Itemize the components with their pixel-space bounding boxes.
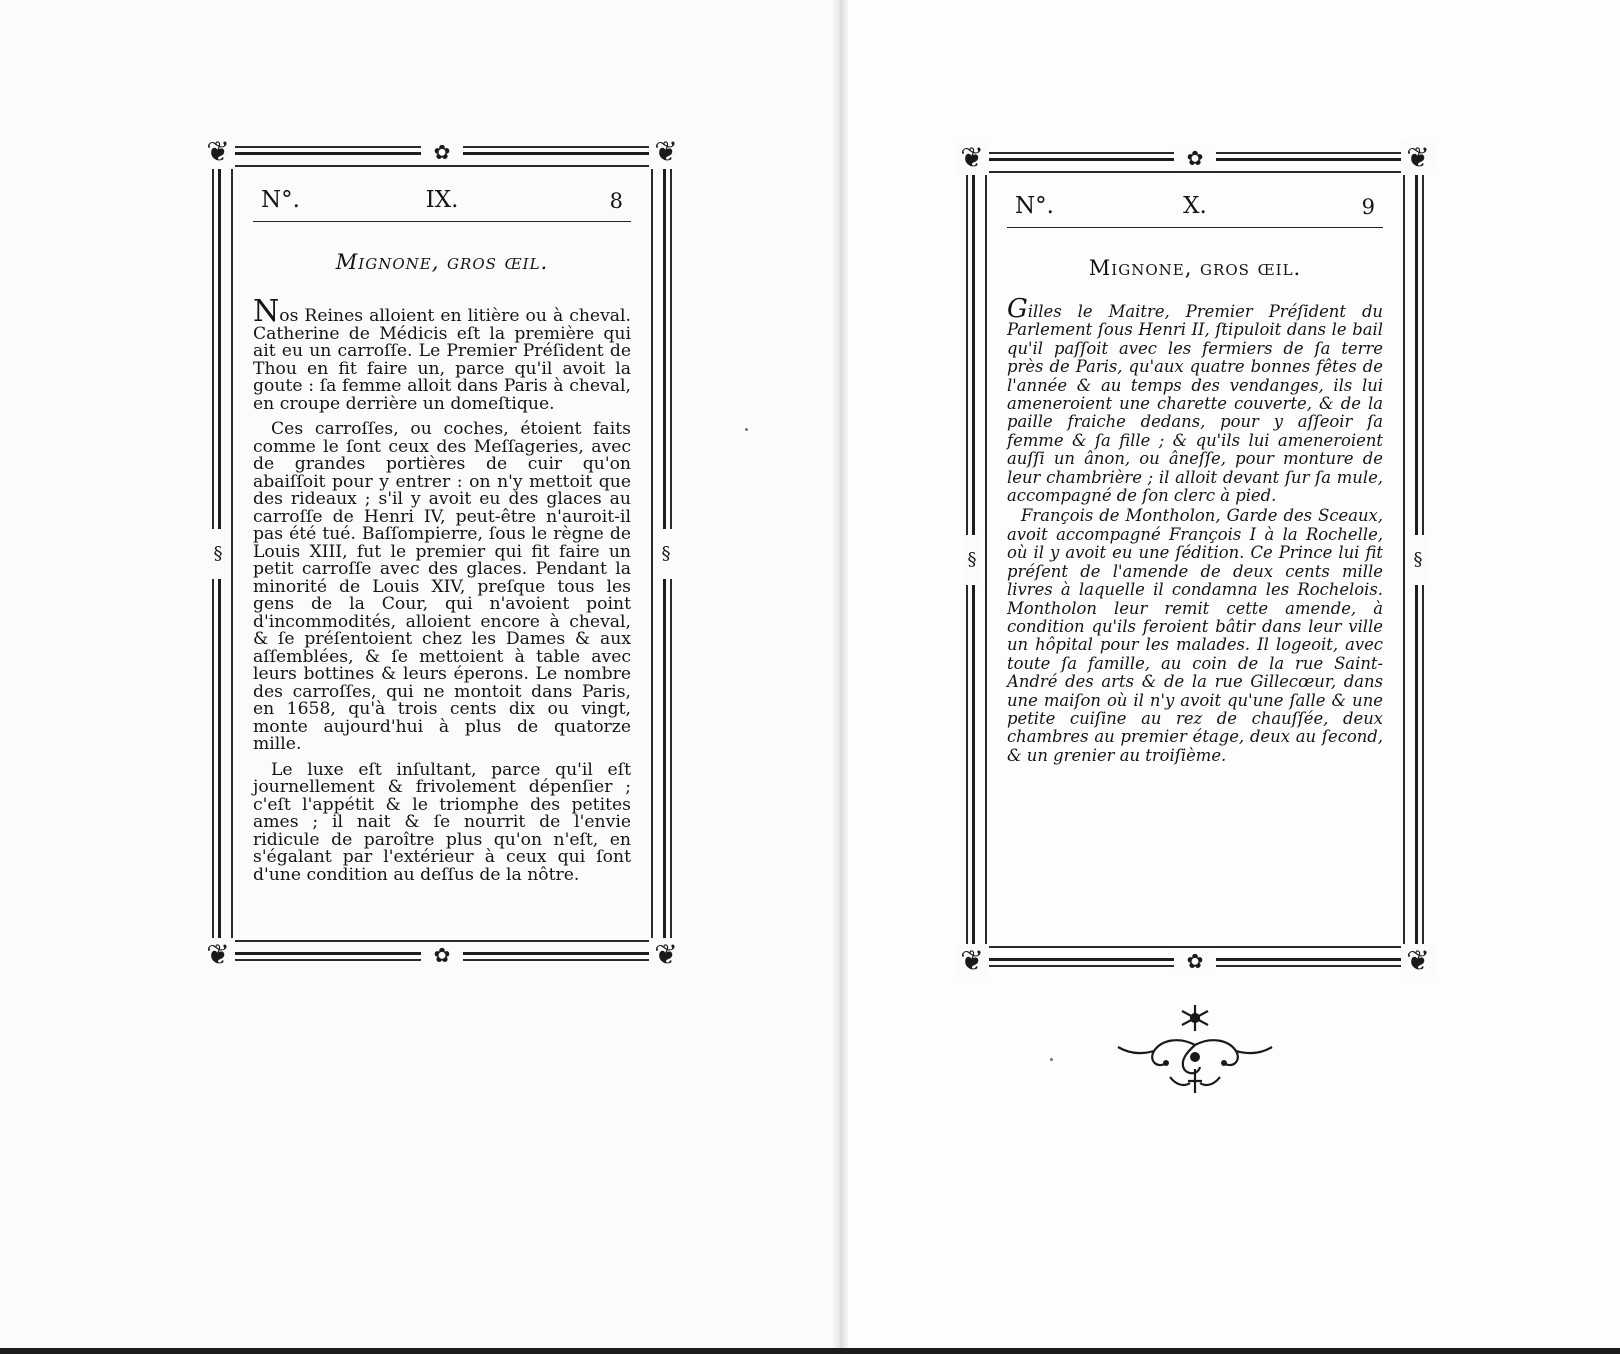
corner-ornament-icon: ❦ [201, 135, 235, 169]
side-ornament-icon: § [657, 529, 675, 579]
right-page-frame [960, 141, 1430, 977]
paragraph-text: illes le Maitre, Premier Préſident du Parlement ſous Henri II, ſtipuloit dans le bail qu'il paſſoit avec les fermiers de ſa terre près de Paris, qu'aux quatre bonnes fêtes de l'année & au temps des vendanges, ils lui ameneroient une charette couverte, & de la paille fraiche dedans, pour y aſſeoir ſa femme & ſa fille ; & qu'ils lui ameneroient auſſi un ânon, ou âneſſe, pour monture de leur chambrière ; il alloit devant ſur ſa mule, accompagné de ſon clerc à pied. [1007, 302, 1383, 506]
corner-ornament-icon: ❦ [955, 141, 989, 175]
paragraph-text: os Reines alloient en litière ou à cheval. Catherine de Médicis eſt la première qui ait eu un carroſſe. Le Premier Préſident de Thou en fit faire un, parce qu'il avoit la goute : ſa femme alloit dans Paris à cheval, en croupe derrière un domeſtique. [253, 306, 631, 414]
paragraph [253, 294, 631, 414]
corner-ornament-icon: ❦ [201, 938, 235, 972]
rosette-ornament-icon: ✿ [421, 943, 463, 967]
paragraph [1007, 294, 1383, 506]
right-page-header [1007, 177, 1383, 228]
page-title: Mignone, gros œil. [1088, 256, 1302, 280]
left-page-frame [206, 135, 678, 971]
page-number: 9 [1361, 195, 1375, 219]
page-title: Mignone, gros œil. [335, 250, 549, 274]
corner-ornament-icon: ❦ [1401, 944, 1435, 978]
number-label: N°. [1015, 193, 1054, 219]
left-page-header [253, 171, 631, 222]
fleuron-ornament-icon [1110, 997, 1280, 1097]
scan-edge [0, 1348, 1620, 1354]
article-number: X. [1183, 193, 1207, 219]
side-ornament-icon: § [963, 535, 981, 585]
right-page-body [1007, 294, 1383, 765]
number-label: N°. [261, 187, 300, 213]
left-page-content [253, 171, 631, 936]
article-number: IX. [425, 187, 459, 213]
paragraph: Ces carroſſes, ou coches, étoient faits comme le ſont ceux des Meſſageries, avec de grandes portières de cuir qu'on abaiſſoit pour y entrer : on n'y mettoit que des rideaux ; s'il y avoit eu des glaces au carroſſe de Henri IV, peut-être n'auroit-il pas été tué. Baſſompierre, ſous le règne de Louis XIII, fut le premier qui fit faire un petit carroſſe avec des glaces. Pendant la minorité de Louis XIV, preſque tous les gens de la Cour, qui n'avoient point d'incommodités, alloient encore à cheval, & ſe préſentoient chez les Dames & aux aſſemblées, & ſe mettoient à table avec leurs bottines & leurs éperons. Le nombre des carroſſes, qui ne montoit dans Paris, en 1658, qu'à trois cents dix ou vingt, monte aujourd'hui à plus de quatorze mille. [253, 419, 631, 754]
corner-ornament-icon: ❦ [649, 135, 683, 169]
paper-speck [745, 428, 748, 431]
corner-ornament-icon: ❦ [955, 944, 989, 978]
side-ornament-icon: § [1409, 535, 1427, 585]
side-ornament-icon: § [209, 529, 227, 579]
drop-cap: N [253, 294, 280, 329]
left-page-body [253, 294, 631, 885]
page-number: 8 [609, 189, 623, 213]
corner-ornament-icon: ❦ [1401, 141, 1435, 175]
paragraph: François de Montholon, Garde des Sceaux, avoit accompagné François I à la Rochelle, où il y avoit eu une ſédition. Ce Prince lui fit préſent de l'amende de deux cents mille livres à laquelle il condamna les Rochelois. Montholon leur remit cette amende, à condition qu'ils feroient bâtir dans leur ville un hôpital pour les malades. Il logeoit, avec toute ſa famille, au coin de la rue Saint-André des arts & de la rue Gillecœur, dans une maiſon où il n'y avoit qu'une ſalle & une petite cuiſine au rez de chauſſée, deux chambres au premier étage, deux au ſecond, & un grenier au troiſième. [1007, 506, 1383, 765]
paper-speck [1050, 1058, 1053, 1061]
paragraph: Le luxe eſt inſultant, parce qu'il eſt journellement & frivolement dépenſier ; c'eſt l'appétit & le triomphe des petites ames ; il nait & ſe nourrit de l'envie ridicule de paroître plus qu'on n'eſt, en s'égalant par l'extérieur à ceux qui ſont d'une condition au deſſus de la nôtre. [253, 759, 631, 885]
rosette-ornament-icon: ✿ [421, 140, 463, 164]
book-gutter [832, 0, 848, 1354]
rosette-ornament-icon: ✿ [1174, 146, 1216, 170]
drop-cap: G [1007, 294, 1028, 324]
corner-ornament-icon: ❦ [649, 938, 683, 972]
right-page-content [1007, 177, 1383, 942]
rosette-ornament-icon: ✿ [1174, 949, 1216, 973]
